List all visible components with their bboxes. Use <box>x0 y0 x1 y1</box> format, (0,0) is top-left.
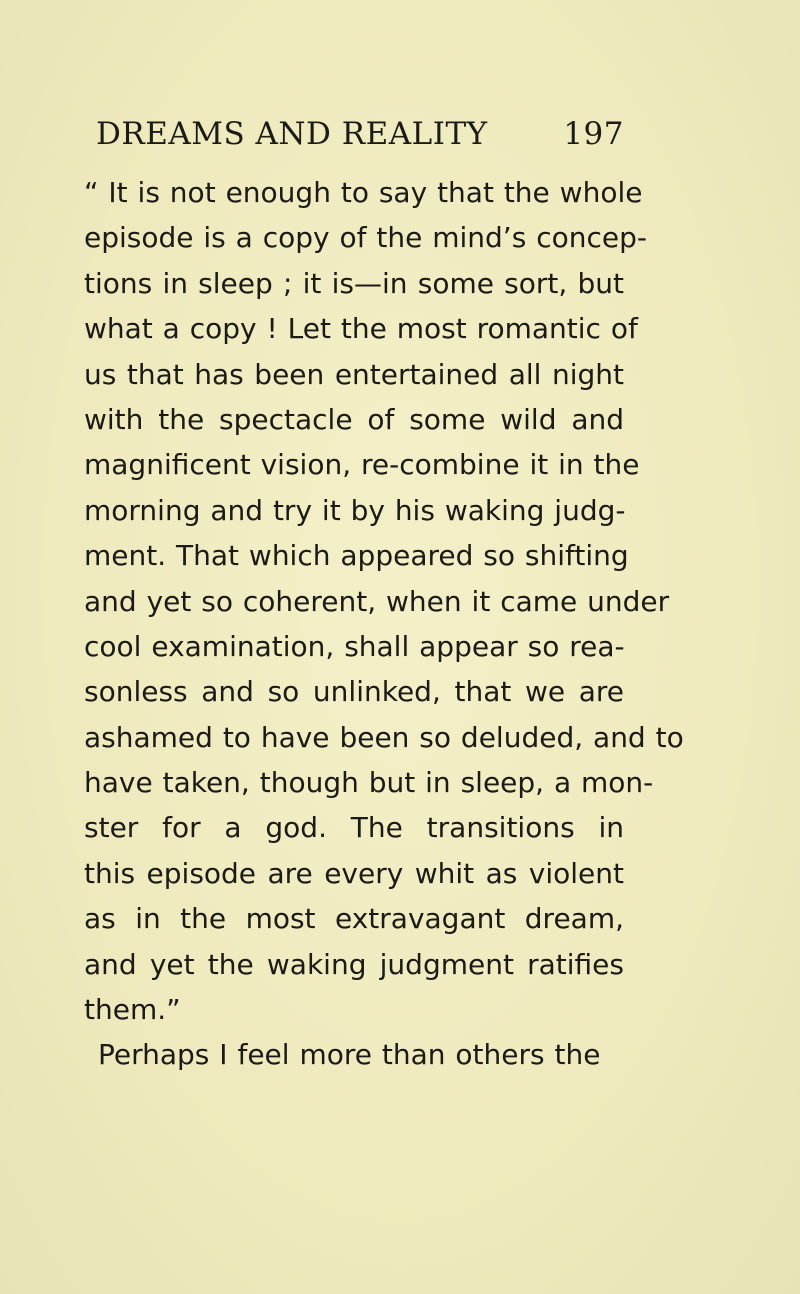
text-line: have taken, though but in sleep, a mon- <box>84 766 654 800</box>
text-line: ster for a god. The transitions in <box>84 811 624 845</box>
text-line: episode is a copy of the mind’s concep- <box>84 221 647 255</box>
text-line: and yet the waking judgment ratifies <box>84 947 624 981</box>
text-line: this episode are every whit as violent <box>84 856 624 890</box>
page-number: 197 <box>563 116 624 152</box>
text-line: us that has been entertained all night <box>84 357 624 391</box>
text-line: with the spectacle of some wild and <box>84 402 624 436</box>
body-text <box>84 170 684 1078</box>
text-line: what a copy ! Let the most romantic of <box>84 312 638 346</box>
running-head: DREAMS AND REALITY <box>96 116 488 152</box>
text-line: ashamed to have been so deluded, and to <box>84 720 684 754</box>
text-line: morning and try it by his waking judg- <box>84 493 626 527</box>
text-line: and yet so coherent, when it came under <box>84 584 670 618</box>
text-line: them.” <box>84 993 181 1027</box>
page-header <box>96 116 624 156</box>
text-line: “ It is not enough to say that the whole <box>84 176 643 209</box>
text-line: cool examination, shall appear so rea- <box>84 629 625 663</box>
text-line: magnificent vision, re-combine it in the <box>84 448 640 482</box>
text-line: Perhaps I feel more than others the <box>98 1038 601 1072</box>
text-line: ment. That which appeared so shifting <box>84 539 629 573</box>
text-line: tions in sleep ; it is—in some sort, but <box>84 266 624 300</box>
text-line: as in the most extravagant dream, <box>84 902 624 936</box>
text-line: sonless and so unlinked, that we are <box>84 675 624 709</box>
